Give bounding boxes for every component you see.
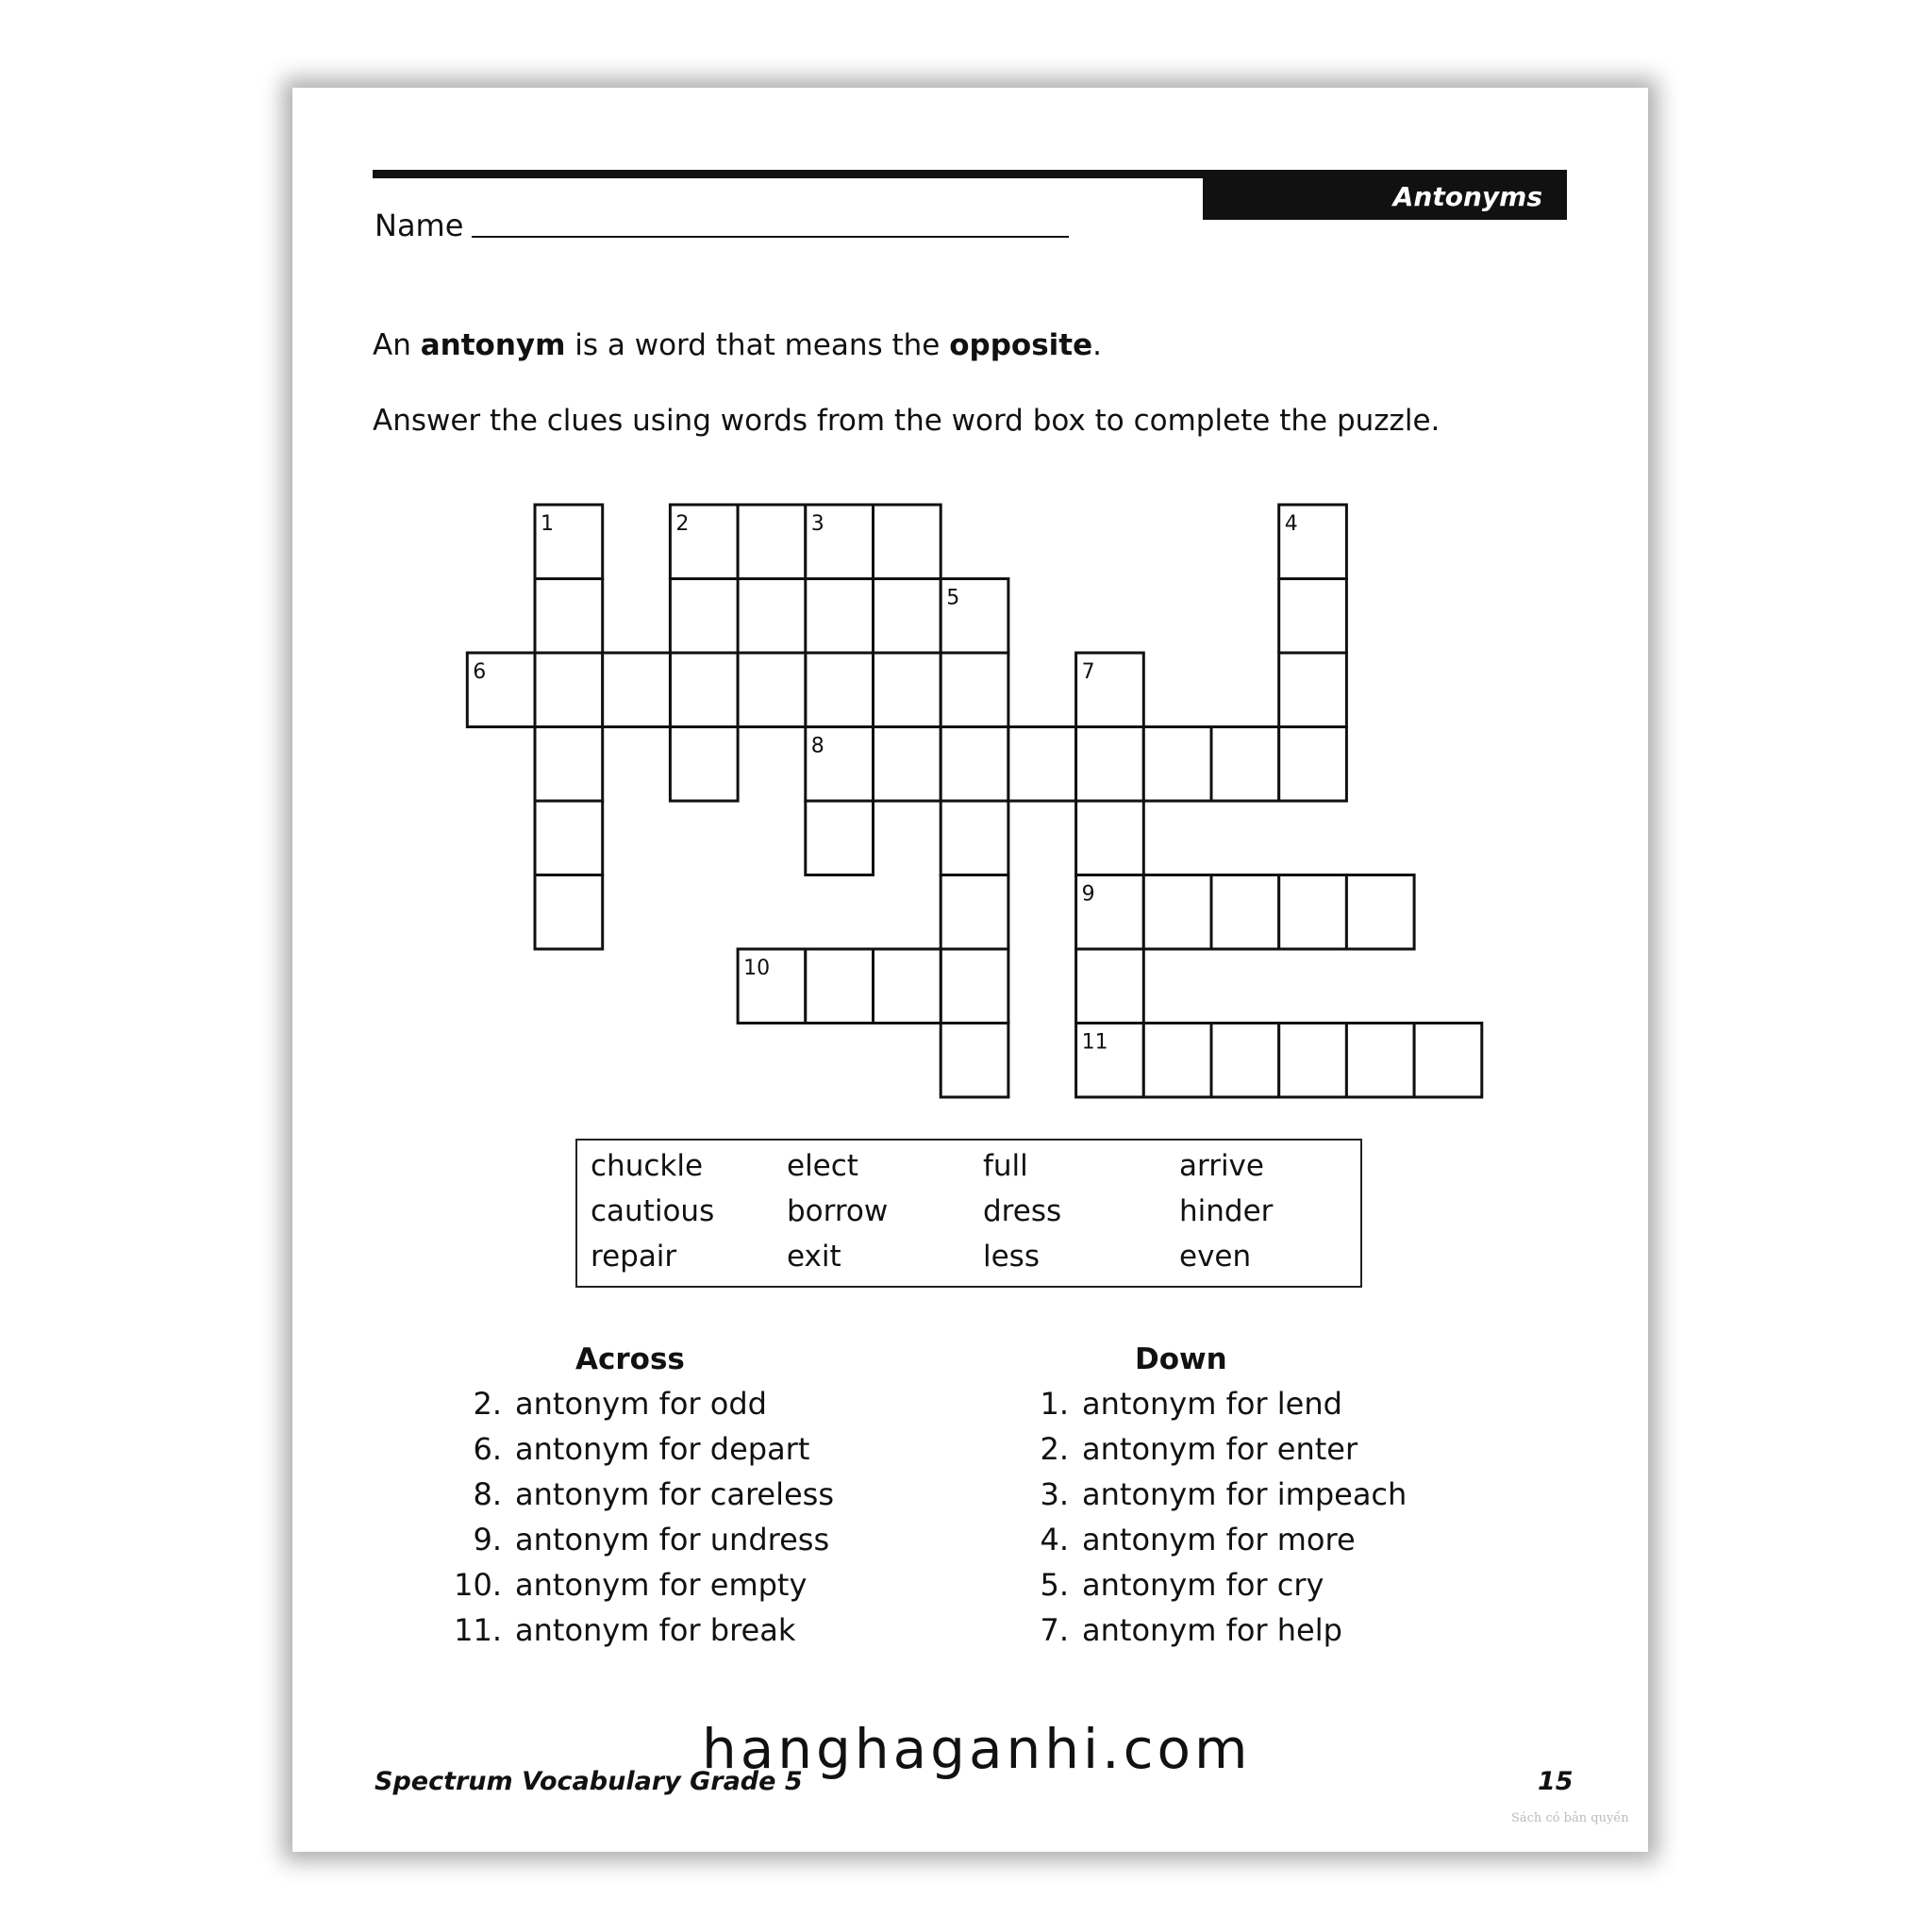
clue-text: antonym for empty xyxy=(515,1567,808,1603)
clue-text: antonym for depart xyxy=(515,1431,810,1467)
crossword-cell[interactable] xyxy=(1211,1024,1279,1098)
crossword-cell[interactable] xyxy=(1279,727,1347,802)
across-clue xyxy=(443,1431,809,1467)
down-clue xyxy=(1010,1522,1356,1557)
crossword-cell[interactable] xyxy=(738,505,806,579)
down-clue xyxy=(1010,1431,1357,1467)
cell-number: 7 xyxy=(1081,660,1095,684)
clue-text: antonym for undress xyxy=(515,1522,830,1557)
clue-text: antonym for help xyxy=(1082,1612,1342,1648)
clue-number: 11. xyxy=(454,1612,502,1648)
clue-number: 7. xyxy=(1040,1612,1069,1648)
definition-part: An xyxy=(373,328,421,362)
crossword-cell[interactable] xyxy=(1143,727,1211,802)
across-clue xyxy=(443,1476,834,1512)
cell-number: 1 xyxy=(541,512,554,536)
definition-part: is a word that means the xyxy=(565,328,950,362)
across-clue xyxy=(443,1386,767,1422)
clue-number: 1. xyxy=(1040,1386,1069,1422)
crossword-cell[interactable] xyxy=(535,727,603,802)
across-clue xyxy=(443,1567,807,1603)
clue-number: 5. xyxy=(1040,1567,1069,1603)
crossword-cell[interactable] xyxy=(670,727,738,802)
clue-number: 6. xyxy=(473,1431,502,1467)
word-box-word: chuckle xyxy=(591,1149,704,1183)
crossword-cell[interactable] xyxy=(1279,579,1347,654)
crossword-cell[interactable] xyxy=(1279,875,1347,950)
cell-number: 5 xyxy=(946,586,960,610)
across-heading: Across xyxy=(575,1342,685,1376)
instructions-text: Answer the clues using words from the word box to complete the puzzle. xyxy=(373,404,1441,438)
word-box-word: arrive xyxy=(1179,1149,1264,1183)
crossword-cell[interactable] xyxy=(738,653,806,727)
crossword-cell[interactable] xyxy=(670,653,738,727)
topic-tag: Antonyms xyxy=(1203,170,1567,220)
page-number: 15 xyxy=(1538,1767,1574,1796)
down-clue xyxy=(1010,1612,1342,1648)
crossword-cell[interactable] xyxy=(603,653,671,727)
crossword-cell[interactable] xyxy=(1211,727,1279,802)
cell-number: 10 xyxy=(743,957,771,980)
crossword-cell[interactable] xyxy=(874,727,941,802)
cell-number: 6 xyxy=(473,660,487,684)
word-box-word: even xyxy=(1179,1240,1252,1274)
clue-text: antonym for careless xyxy=(515,1476,835,1512)
clue-text: antonym for enter xyxy=(1082,1431,1358,1467)
crossword-cell[interactable] xyxy=(535,875,603,950)
crossword-cell[interactable] xyxy=(535,801,603,875)
down-heading: Down xyxy=(1135,1342,1227,1376)
crossword-cell[interactable] xyxy=(1008,727,1076,802)
name-label: Name xyxy=(375,208,464,243)
clue-number: 2. xyxy=(1040,1431,1069,1467)
crossword-cell[interactable] xyxy=(941,949,1008,1024)
clue-text: antonym for lend xyxy=(1082,1386,1342,1422)
word-box-word: full xyxy=(983,1149,1028,1183)
clue-number: 2. xyxy=(473,1386,502,1422)
clue-text: antonym for impeach xyxy=(1082,1476,1407,1512)
crossword-cell[interactable] xyxy=(1346,875,1414,950)
cell-number: 11 xyxy=(1081,1030,1108,1055)
cell-number: 2 xyxy=(675,512,690,536)
clue-number: 4. xyxy=(1040,1522,1069,1557)
crossword-cell[interactable] xyxy=(1076,949,1144,1024)
word-box-word: elect xyxy=(787,1149,858,1183)
crossword-cell[interactable] xyxy=(670,579,738,654)
definition-part: . xyxy=(1092,328,1103,362)
clue-number: 3. xyxy=(1040,1476,1069,1512)
crossword-cell[interactable] xyxy=(941,875,1008,950)
clue-number: 8. xyxy=(473,1476,502,1512)
crossword-cell[interactable] xyxy=(1414,1024,1482,1098)
clue-text: antonym for break xyxy=(515,1612,796,1648)
crossword-cell[interactable] xyxy=(1076,801,1144,875)
clue-number: 10. xyxy=(454,1567,502,1603)
clue-number: 9. xyxy=(473,1522,502,1557)
definition-term: antonym xyxy=(420,328,566,362)
crossword-cell[interactable] xyxy=(535,653,603,727)
crossword-cell[interactable] xyxy=(874,653,941,727)
crossword-cell[interactable] xyxy=(1279,1024,1347,1098)
site-watermark: hanghaganhi.com xyxy=(702,1717,1252,1781)
crossword-cell[interactable] xyxy=(1143,875,1211,950)
cell-number: 9 xyxy=(1081,882,1095,907)
word-box-word: dress xyxy=(983,1194,1062,1228)
word-box-word: borrow xyxy=(787,1194,889,1228)
crossword-cell[interactable] xyxy=(1076,727,1144,802)
crossword-cell[interactable] xyxy=(1143,1024,1211,1098)
cell-number: 8 xyxy=(810,734,824,758)
clue-text: antonym for more xyxy=(1082,1522,1356,1557)
across-clue xyxy=(443,1522,829,1557)
word-box-word: cautious xyxy=(591,1194,715,1228)
crossword-cell[interactable] xyxy=(806,949,874,1024)
crossword-cell[interactable] xyxy=(806,801,874,875)
copyright-notice: Sách có bản quyền xyxy=(1511,1811,1629,1825)
crossword-cell[interactable] xyxy=(874,949,941,1024)
across-clue xyxy=(443,1612,795,1648)
crossword-cell[interactable] xyxy=(806,579,874,654)
crossword-cell[interactable] xyxy=(874,579,941,654)
clue-text: antonym for odd xyxy=(515,1386,767,1422)
book-title: Spectrum Vocabulary Grade 5 xyxy=(375,1767,803,1796)
crossword-cell[interactable] xyxy=(941,727,1008,802)
word-box-word: hinder xyxy=(1179,1194,1274,1228)
crossword-cell[interactable] xyxy=(941,801,1008,875)
crossword-cell[interactable] xyxy=(1211,875,1279,950)
cell-number: 4 xyxy=(1284,512,1298,536)
definition-keyword: opposite xyxy=(949,328,1093,362)
crossword-cell[interactable] xyxy=(1279,653,1347,727)
cell-number: 3 xyxy=(810,512,824,536)
crossword-cell[interactable] xyxy=(941,653,1008,727)
word-box-word: exit xyxy=(787,1240,841,1274)
down-clue xyxy=(1010,1386,1342,1422)
crossword-cell[interactable] xyxy=(874,505,941,579)
crossword-cell[interactable] xyxy=(941,1024,1008,1098)
clue-text: antonym for cry xyxy=(1082,1567,1324,1603)
crossword-cell[interactable] xyxy=(535,579,603,654)
down-clue xyxy=(1010,1567,1324,1603)
word-box-word: less xyxy=(983,1240,1040,1274)
word-box-word: repair xyxy=(591,1240,677,1274)
crossword-cell[interactable] xyxy=(806,653,874,727)
crossword-cell[interactable] xyxy=(1346,1024,1414,1098)
down-clue xyxy=(1010,1476,1407,1512)
